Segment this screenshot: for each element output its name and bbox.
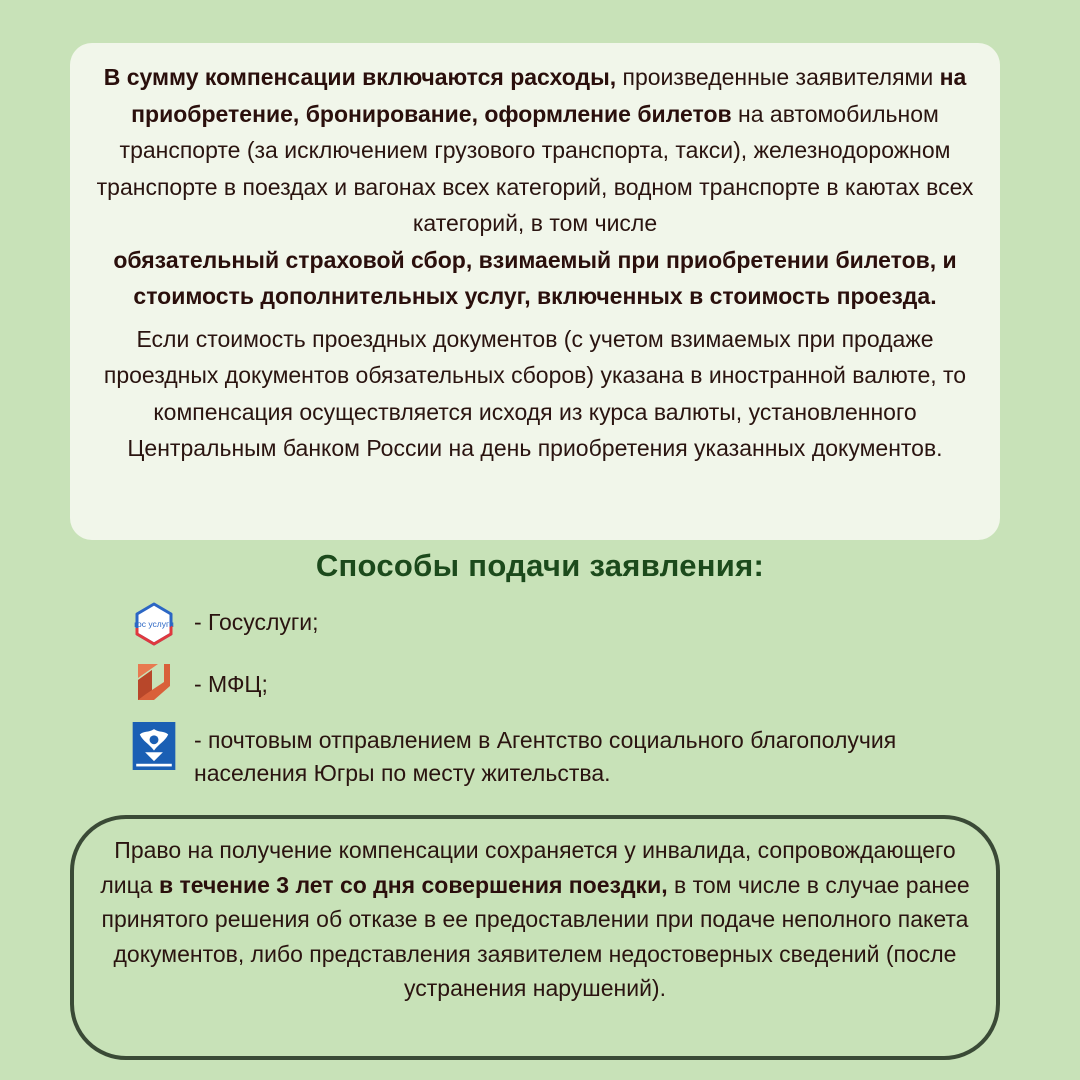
method-mfc (130, 656, 1014, 704)
bold-text: на приобретение, бронирование, оформление билетов (131, 64, 967, 127)
bold-text: В сумму компенсации включаются расходы, (103, 64, 617, 90)
method-label: - МФЦ; (194, 671, 268, 697)
yugra-emblem-icon (130, 722, 178, 770)
compensation-info-card (70, 43, 1000, 540)
method-mail (130, 722, 1014, 790)
plain-text: Право на получение компенсации сохраняется у инвалида, сопровождающего лица (100, 837, 956, 898)
gosuslugi-logo-text: гос услуги (134, 619, 174, 629)
method-label: - почтовым отправлением в Агентство социального благополучия населения Югры по месту жительства. (194, 727, 897, 786)
section-title: Способы подачи заявления: (315, 548, 765, 583)
compensation-paragraph (88, 59, 982, 315)
plain-text: произведенные заявителями (616, 64, 940, 90)
gosuslugi-logo-icon (130, 600, 178, 648)
method-gosuslugi (130, 600, 1014, 648)
rights-note-box (70, 815, 1000, 1060)
method-label: - Госуслуги; (194, 609, 319, 635)
currency-paragraph: Если стоимость проездных документов (с учетом взимаемых при продаже проездных документов обязательных сборов) указана в иностранной валюте, то компенсация осуществляется исходя из курса валюты, установленного Центральным банком России на день приобретения указанных документов. (103, 325, 967, 461)
mfc-logo-icon (130, 656, 178, 704)
bold-text: обязательный страховой сбор, взимаемый при приобретении билетов, и стоимость дополнительных услуг, включенных в стоимость проезда. (113, 246, 957, 309)
bold-text: в течение 3 лет со дня совершения поездки, (158, 871, 668, 898)
plain-text: в том числе в случае ранее принятого решения об отказе в ее предоставлении при подаче неполного пакета документов, либо представления заявителем недостоверных сведений (после устранения нарушений). (101, 871, 970, 1001)
plain-text: на автомобильном транспорте (за исключением грузового транспорта, такси), железнодорожном транспорте в поездах и вагонах всех категорий, водном транспорте в каютах всех категорий, в том числе (96, 100, 974, 236)
